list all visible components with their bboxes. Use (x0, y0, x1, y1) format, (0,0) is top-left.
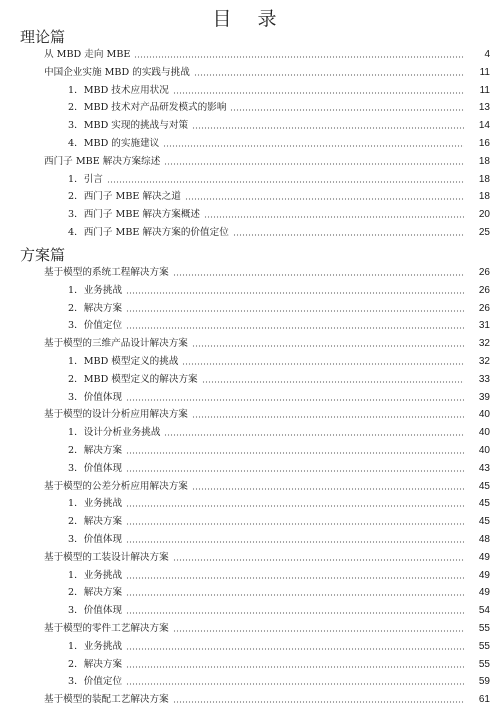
toc-entry-label: 1．业务挑战 (68, 569, 123, 581)
toc-entry-label: 3．价值体现 (68, 391, 123, 403)
part-heading: 理论篇 (20, 28, 66, 46)
dot-leader (126, 523, 464, 525)
toc-section-entry[interactable] (68, 425, 490, 439)
dot-leader (173, 92, 464, 94)
toc-entry-label: 基于模型的零件工艺解决方案 (44, 623, 169, 634)
toc-entry-label: 2．解决方案 (68, 445, 123, 456)
toc-chapter-entry[interactable] (44, 550, 490, 564)
dot-leader (202, 381, 464, 383)
toc-entry-label: 1．引言 (68, 173, 103, 185)
dot-leader (233, 234, 464, 236)
part-heading: 方案篇 (20, 246, 66, 264)
toc-page-number: 39 (478, 391, 490, 403)
toc-page-number: 49 (478, 551, 490, 563)
toc-page-number: 45 (478, 498, 490, 510)
toc-chapter-entry[interactable] (44, 479, 490, 493)
toc-section-entry[interactable] (68, 172, 490, 186)
toc-page-number: 49 (478, 569, 490, 581)
toc-entry-label: 2．解决方案 (68, 302, 123, 314)
toc-entry-label: 2．MBD 技术对产品研发模式的影响 (68, 102, 227, 114)
toc-entry-label: 2．西门子 MBE 解决之道 (68, 191, 181, 203)
toc-chapter-entry[interactable] (44, 65, 490, 79)
toc-section-entry[interactable] (68, 496, 490, 510)
toc-chapter-entry[interactable] (44, 265, 490, 279)
toc-entry-label: 4．MBD 的实施建议 (68, 138, 160, 149)
toc-chapter-entry[interactable] (44, 336, 490, 350)
toc-chapter-entry[interactable] (44, 692, 490, 706)
toc-entry-label: 3．价值体现 (68, 462, 123, 474)
dot-leader (126, 648, 464, 650)
toc-entry-label: 1．业务挑战 (68, 284, 123, 296)
toc-section-entry[interactable] (68, 225, 490, 239)
toc-page-number: 55 (478, 658, 490, 670)
toc-entry-label: 2．解决方案 (68, 516, 123, 528)
toc-entry-label: 西门子 MBE 解决方案综述 (44, 155, 161, 167)
toc-entry-label: 4．西门子 MBE 解决方案的价值定位 (68, 227, 229, 238)
toc-section-entry[interactable] (68, 443, 490, 457)
toc-page-number: 55 (478, 640, 490, 652)
toc-section-entry[interactable] (68, 568, 490, 582)
toc-page-number: 26 (478, 284, 490, 296)
toc-entry-label: 基于模型的装配工艺解决方案 (44, 694, 169, 706)
toc-page-number: 40 (478, 445, 490, 456)
toc-chapter-entry[interactable] (44, 47, 490, 61)
toc-page-number: 54 (478, 605, 490, 617)
dot-leader (185, 198, 464, 200)
dot-leader (126, 399, 464, 401)
toc-page-number: 20 (478, 209, 490, 221)
toc-entry-label: 3．西门子 MBE 解决方案概述 (68, 209, 201, 221)
toc-entry-label: 基于模型的三维产品设计解决方案 (44, 338, 188, 350)
dot-leader (126, 470, 464, 472)
toc-chapter-entry[interactable] (44, 154, 490, 168)
toc-section-entry[interactable] (68, 83, 490, 97)
toc-entry-label: 1．业务挑战 (68, 498, 123, 510)
dot-leader (126, 292, 464, 294)
toc-section-entry[interactable] (68, 189, 490, 203)
toc-section-entry[interactable] (68, 354, 490, 368)
toc-page-number: 49 (478, 587, 490, 599)
toc-page-number: 48 (478, 534, 490, 545)
dot-leader (126, 327, 464, 329)
toc-chapter-entry[interactable] (44, 621, 490, 635)
toc-section-entry[interactable] (68, 100, 490, 114)
toc-section-entry[interactable] (68, 301, 490, 315)
toc-page-number: 16 (478, 138, 490, 149)
dot-leader (126, 683, 464, 685)
dot-leader (230, 109, 464, 111)
toc-section-entry[interactable] (68, 136, 490, 150)
toc-section-entry[interactable] (68, 318, 490, 332)
toc-section-entry[interactable] (68, 532, 490, 546)
toc-section-entry[interactable] (68, 118, 490, 132)
dot-leader (126, 452, 464, 454)
toc-page-number: 13 (478, 102, 490, 114)
toc-entry-label: 2．MBD 模型定义的解决方案 (68, 373, 198, 385)
dot-leader (126, 666, 464, 668)
toc-entry-label: 2．解决方案 (68, 658, 123, 670)
toc-page-number: 45 (478, 516, 490, 528)
toc-page-number: 32 (478, 338, 490, 350)
toc-entry-label: 3．价值定位 (68, 320, 123, 332)
toc-page-number: 43 (478, 462, 490, 474)
toc-page-number: 59 (478, 676, 490, 688)
toc-entry-label: 3．MBD 实现的挑战与对策 (68, 120, 189, 132)
toc-section-entry[interactable] (68, 657, 490, 671)
toc-section-entry[interactable] (68, 674, 490, 688)
toc-page-number: 18 (478, 155, 490, 167)
toc-entry-label: 基于模型的公差分析应用解决方案 (44, 480, 188, 492)
toc-entry-label: 基于模型的系统工程解决方案 (44, 267, 169, 278)
dot-leader (173, 559, 464, 561)
toc-title: 目 录 (212, 8, 287, 30)
toc-entry-label: 3．价值体现 (68, 534, 123, 545)
toc-page-number: 18 (478, 173, 490, 185)
dot-leader (107, 181, 464, 183)
toc-page-number: 32 (478, 356, 490, 367)
dot-leader (126, 612, 464, 614)
dot-leader (192, 488, 464, 490)
toc-section-entry[interactable] (68, 639, 490, 653)
toc-section-entry[interactable] (68, 461, 490, 475)
toc-page-number: 40 (478, 409, 490, 421)
toc-page-number: 25 (478, 227, 490, 238)
toc-entry-label: 从 MBD 走向 MBE (44, 49, 131, 60)
toc-section-entry[interactable] (68, 390, 490, 404)
dot-leader (126, 541, 464, 543)
dot-leader (173, 701, 464, 703)
dot-leader (163, 145, 464, 147)
toc-section-entry[interactable] (68, 514, 490, 528)
toc-entry-label: 3．价值体现 (68, 605, 123, 617)
toc-entry-label: 中国企业实施 MBD 的实践与挑战 (44, 66, 190, 78)
dot-leader (126, 594, 464, 596)
dot-leader (173, 630, 464, 632)
toc-page-number: 11 (479, 84, 490, 96)
toc-page-number: 4 (484, 49, 490, 60)
dot-leader (192, 127, 464, 129)
toc-page-number: 33 (478, 373, 490, 385)
toc-section-entry[interactable] (68, 372, 490, 386)
dot-leader (134, 56, 464, 58)
dot-leader (192, 416, 464, 418)
toc-page-number: 26 (478, 302, 490, 314)
dot-leader (126, 577, 464, 579)
toc-section-entry[interactable] (68, 283, 490, 297)
toc-page-number: 11 (479, 66, 490, 78)
toc-entry-label: 1．设计分析业务挑战 (68, 427, 161, 439)
toc-page-number: 55 (478, 623, 490, 634)
dot-leader (173, 274, 464, 276)
dot-leader (164, 163, 464, 165)
toc-section-entry[interactable] (68, 207, 490, 221)
toc-entry-label: 基于模型的工装设计解决方案 (44, 551, 169, 563)
toc-chapter-entry[interactable] (44, 407, 490, 421)
toc-entry-label: 1．MBD 模型定义的挑战 (68, 356, 179, 367)
toc-page-number: 61 (478, 694, 490, 706)
dot-leader (126, 310, 464, 312)
dot-leader (164, 434, 464, 436)
toc-page-number: 18 (478, 191, 490, 203)
dot-leader (204, 216, 464, 218)
toc-section-entry[interactable] (68, 603, 490, 617)
toc-page-number: 40 (478, 427, 490, 439)
toc-entry-label: 基于模型的设计分析应用解决方案 (44, 409, 188, 421)
dot-leader (192, 345, 464, 347)
toc-page-number: 45 (478, 480, 490, 492)
dot-leader (126, 505, 464, 507)
toc-entry-label: 1．业务挑战 (68, 640, 123, 652)
toc-entry-label: 3．价值定位 (68, 676, 123, 688)
toc-page-number: 14 (478, 120, 490, 132)
toc-entry-label: 1．MBD 技术应用状况 (68, 84, 169, 96)
dot-leader (194, 74, 464, 76)
toc-page-number: 31 (478, 320, 490, 332)
toc-entry-label: 2．解决方案 (68, 587, 123, 599)
toc-section-entry[interactable] (68, 585, 490, 599)
dot-leader (182, 363, 464, 365)
toc-page-number: 26 (478, 267, 490, 278)
